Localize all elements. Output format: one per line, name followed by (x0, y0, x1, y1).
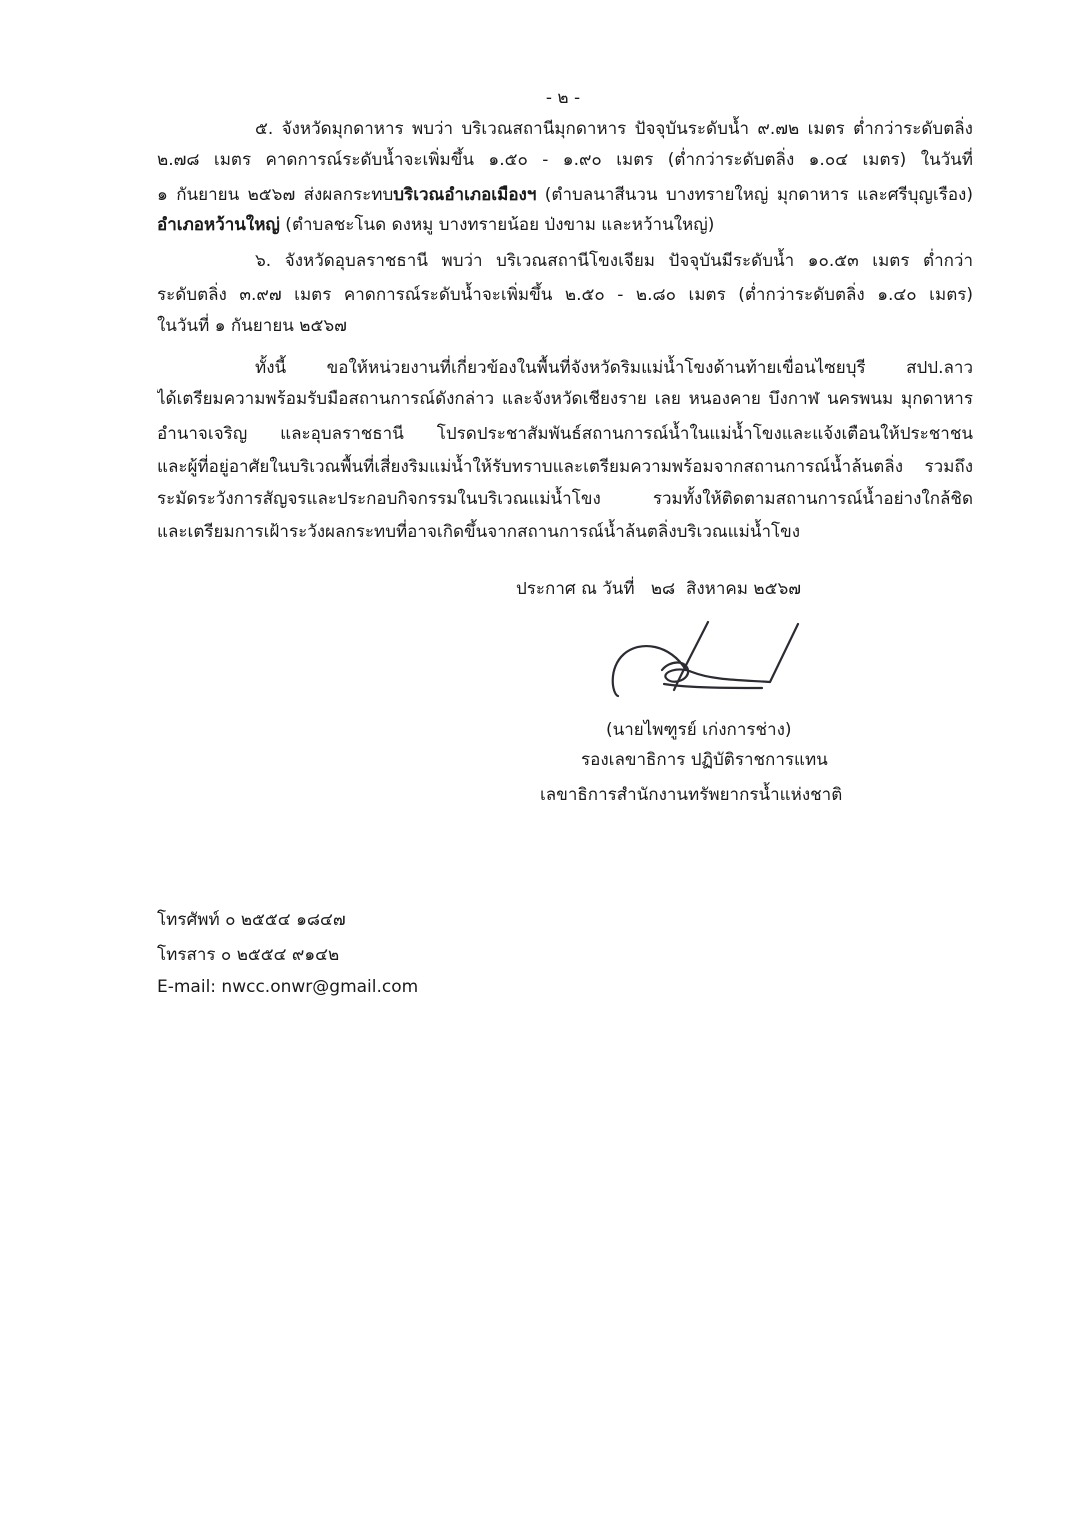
signatory-name: (นายไพฑูรย์ เก่งการช่าง) (606, 720, 792, 740)
item5-line3-subdistricts: (ตำบลนาสีนวน บางทรายใหญ่ มุกดาหาร และศรีบุญเรือง) (536, 185, 973, 205)
closing-line1: ทั้งนี้ ขอให้หน่วยงานที่เกี่ยวข้องในพื้นที่จังหวัดริมแม่น้ำโขงด้านท้ายเขื่อนไซยบุรี สปป.ลาว (255, 358, 973, 378)
announcement-date: ประกาศ ณ วันที่ ๒๘ สิงหาคม ๒๕๖๗ (516, 579, 802, 599)
item6-line2: ระดับตลิ่ง ๓.๙๗ เมตร คาดการณ์ระดับน้ำจะเพิ่มขึ้น ๒.๕๐ - ๒.๘๐ เมตร (ต่ำกว่าระดับตลิ่ง ๑.๔๐ เมตร) (157, 285, 973, 305)
closing-line2: ได้เตรียมความพร้อมรับมือสถานการณ์ดังกล่าว และจังหวัดเชียงราย เลย หนองคาย บึงกาฬ นครพนม มุกดาหาร (157, 389, 973, 409)
closing-line4: และผู้ที่อยู่อาศัยในบริเวณพื้นที่เสี่ยงริมแม่น้ำให้รับทราบและเตรียมความพร้อมจากสถานการณ์น้ำล้นตลิ่ง รวมถึง (157, 457, 973, 477)
closing-line5: ระมัดระวังการสัญจรและประกอบกิจกรรมในบริเวณแม่น้ำโขง รวมทั้งให้ติดตามสถานการณ์น้ำอย่างใกล้ชิด (157, 489, 973, 509)
item5-affected-district-muang: บริเวณอำเภอเมืองฯ (393, 185, 537, 205)
signatory-position-2: เลขาธิการสำนักงานทรัพยากรน้ำแห่งชาติ (540, 785, 843, 805)
closing-line3: อำนาจเจริญ และอุบลราชธานี โปรดประชาสัมพันธ์สถานการณ์น้ำในแม่น้ำโขงและแจ้งเตือนให้ประชาชน (157, 424, 973, 444)
closing-line6: และเตรียมการเฝ้าระวังผลกระทบที่อาจเกิดขึ้นจากสถานการณ์น้ำล้นตลิ่งบริเวณแม่น้ำโขง (157, 522, 801, 542)
page-number: - ๒ - (545, 88, 581, 108)
item5-line3-text: ๑ กันยายน ๒๕๖๗ ส่งผลกระทบ (157, 185, 394, 205)
item5-line1: ๕. จังหวัดมุกดาหาร พบว่า บริเวณสถานีมุกดาหาร ปัจจุบันระดับน้ำ ๙.๗๒ เมตร ต่ำกว่าระดับตลิ่ง (255, 119, 973, 139)
contact-phone: โทรศัพท์ ๐ ๒๕๕๔ ๑๘๔๗ (157, 910, 346, 930)
item6-line3: ในวันที่ ๑ กันยายน ๒๕๖๗ (157, 316, 347, 336)
contact-fax: โทรสาร ๐ ๒๕๕๔ ๙๑๔๒ (157, 945, 340, 965)
handwritten-signature (600, 610, 810, 702)
item5-line4 (157, 212, 973, 238)
item5-affected-district-wanyai: อำเภอหว้านใหญ่ (157, 215, 280, 235)
signatory-position-1: รองเลขาธิการ ปฏิบัติราชการแทน (581, 750, 828, 770)
contact-email: E-mail: nwcc.onwr@gmail.com (157, 977, 419, 997)
item5-line4-subdistricts: (ตำบลชะโนด ดงหมู บางทรายน้อย ป่งขาม และหว้านใหญ่) (279, 215, 715, 235)
item5-line2: ๒.๗๘ เมตร คาดการณ์ระดับน้ำจะเพิ่มขึ้น ๑.๕๐ - ๑.๙๐ เมตร (ต่ำกว่าระดับตลิ่ง ๑.๐๔ เมตร) ในวันที่ (157, 150, 973, 170)
item5-line3 (157, 182, 973, 208)
item6-line1: ๖. จังหวัดอุบลราชธานี พบว่า บริเวณสถานีโขงเจียม ปัจจุบันมีระดับน้ำ ๑๐.๕๓ เมตร ต่ำกว่า (255, 251, 973, 271)
